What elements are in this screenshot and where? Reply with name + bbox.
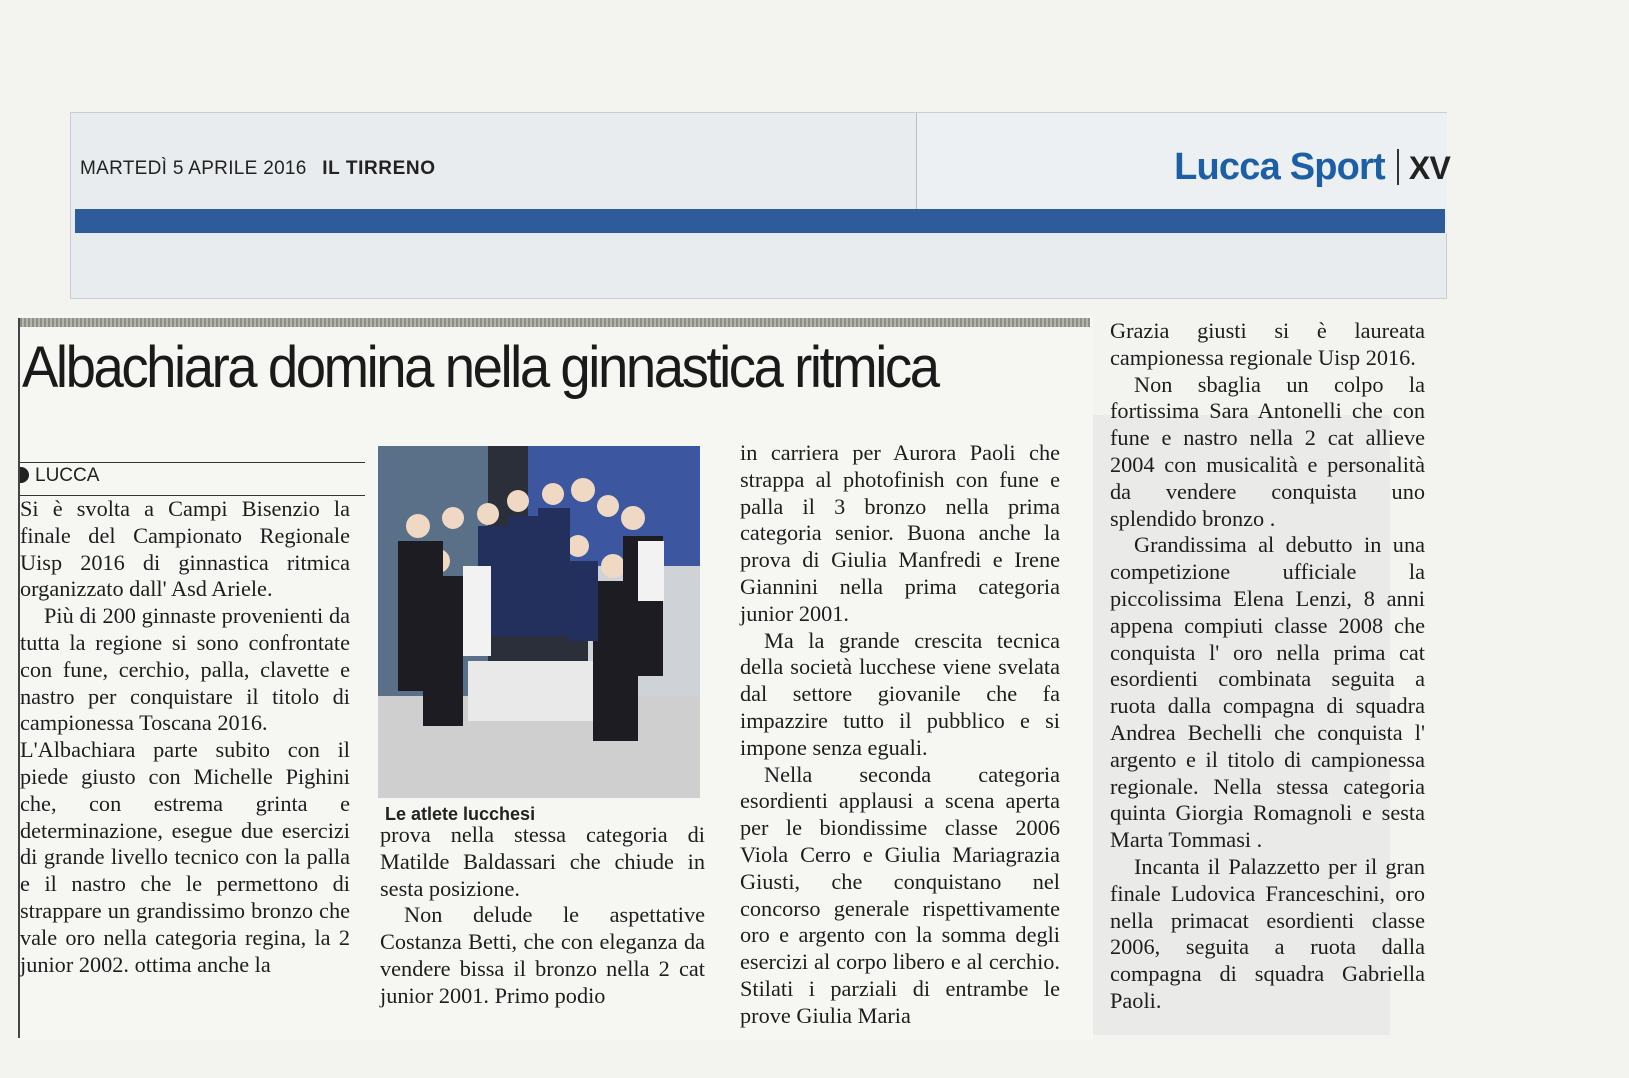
article-headline: Albachiara domina nella ginnastica ritmica bbox=[22, 335, 938, 400]
header-clipping bbox=[70, 112, 1447, 299]
team-photo-image bbox=[378, 446, 700, 798]
paragraph: Grazia giusti si è laureata campionessa regionale Uisp 2016. bbox=[1110, 318, 1425, 370]
paragraph: Si è svolta a Campi Bisenzio la finale del Campionato Regionale Uisp 2016 di ginnastica ritmica organizzato dall' Asd Ariele. bbox=[20, 496, 350, 602]
article-column-4 bbox=[1110, 318, 1425, 1015]
dateline-marker-icon bbox=[20, 467, 29, 483]
paragraph: Grandissima al debutto in una competizione ufficiale la piccolissima Elena Lenzi, 8 anni appena compiuti classe 2008 che conquista l' oro nella prima cat esordienti combinata seguita a ruota dalla compagna di squadra Andrea Bechelli che conquista l' argento e il titolo di campionessa regionale. Nella stessa categoria quinta Giorgia Romagnoli e sesta Marta Tommasi . bbox=[1110, 532, 1425, 853]
paragraph: Non sbaglia un colpo la fortissima Sara Antonelli che con fune e nastro nella 2 cat allieve 2004 con musicalità e personalità da vendere conquista uno splendido bronzo . bbox=[1110, 371, 1425, 531]
photo-caption: Le atlete lucchesi bbox=[385, 804, 536, 824]
paragraph: Ma la grande crescita tecnica della società lucchese viene svelata dal settore giovanile che fa impazzire tutto il pubblico e si impone senza eguali. bbox=[740, 627, 1060, 760]
paragraph: Non delude le aspettative Costanza Betti, che con eleganza da vendere bissa il bronzo nella 2 cat junior 2001. Primo podio bbox=[380, 902, 705, 1008]
paragraph: Più di 200 ginnaste provenienti da tutta la regione si sono confrontate con fune, cerchio, palla, clavette e nastro per conquistare il titolo di campionessa Toscana 2016. bbox=[20, 603, 350, 736]
masthead-date-line bbox=[80, 158, 436, 180]
article-top-rule bbox=[20, 318, 1090, 327]
paragraph: prova nella stessa categoria di Matilde Baldassari che chiude in sesta posizione. bbox=[380, 822, 705, 901]
article-column-3 bbox=[740, 440, 1060, 1030]
issue-date: MARTEDÌ 5 APRILE 2016 bbox=[80, 158, 307, 179]
team-photo bbox=[378, 446, 700, 798]
article-column-2 bbox=[380, 822, 705, 1010]
masthead bbox=[80, 146, 1450, 198]
section-name: Lucca Sport bbox=[1174, 146, 1385, 188]
section-divider bbox=[1397, 149, 1399, 185]
paragraph: Incanta il Palazzetto per il gran finale Ludovica Franceschini, oro nella primacat esordienti classe 2006, seguita a ruota dalla compagna di squadra Gabriella Paoli. bbox=[1110, 853, 1425, 1013]
paragraph: L'Albachiara parte subito con il piede giusto con Michelle Pighini che, con estrema grinta e determinazione, esegue due esercizi di grande livello tecnico con la palla e il nastro che le permettono di strappare un grandissimo bronzo che vale oro nella categoria regina, la 2 junior 2002. ottima anche la bbox=[20, 737, 350, 977]
section-label bbox=[1174, 146, 1450, 189]
dateline-rule-top bbox=[20, 462, 365, 463]
paragraph: in carriera per Aurora Paoli che strappa al photofinish con fune e palla il 3 bronzo nella prima categoria senior. Buona anche la prova di Giulia Manfredi e Irene Giannini nella prima categoria junior 2001. bbox=[740, 440, 1060, 626]
dateline bbox=[20, 465, 99, 487]
paragraph: Nella seconda categoria esordienti applausi a scena aperta per le biondissime classe 2006 Viola Cerro e Giulia Mariagrazia Giusti, che conquistano nel concorso generale rispettivamente oro e argento con la somma degli esercizi al corpo libero e al cerchio. Stilati i parziali di entrambe le prove Giulia Maria bbox=[740, 761, 1060, 1028]
newspaper-name: IL TIRRENO bbox=[322, 158, 436, 179]
section-band bbox=[75, 209, 1445, 233]
dateline-text: LUCCA bbox=[35, 465, 100, 486]
article-column-1 bbox=[20, 496, 350, 978]
page-number: XV bbox=[1408, 150, 1450, 186]
